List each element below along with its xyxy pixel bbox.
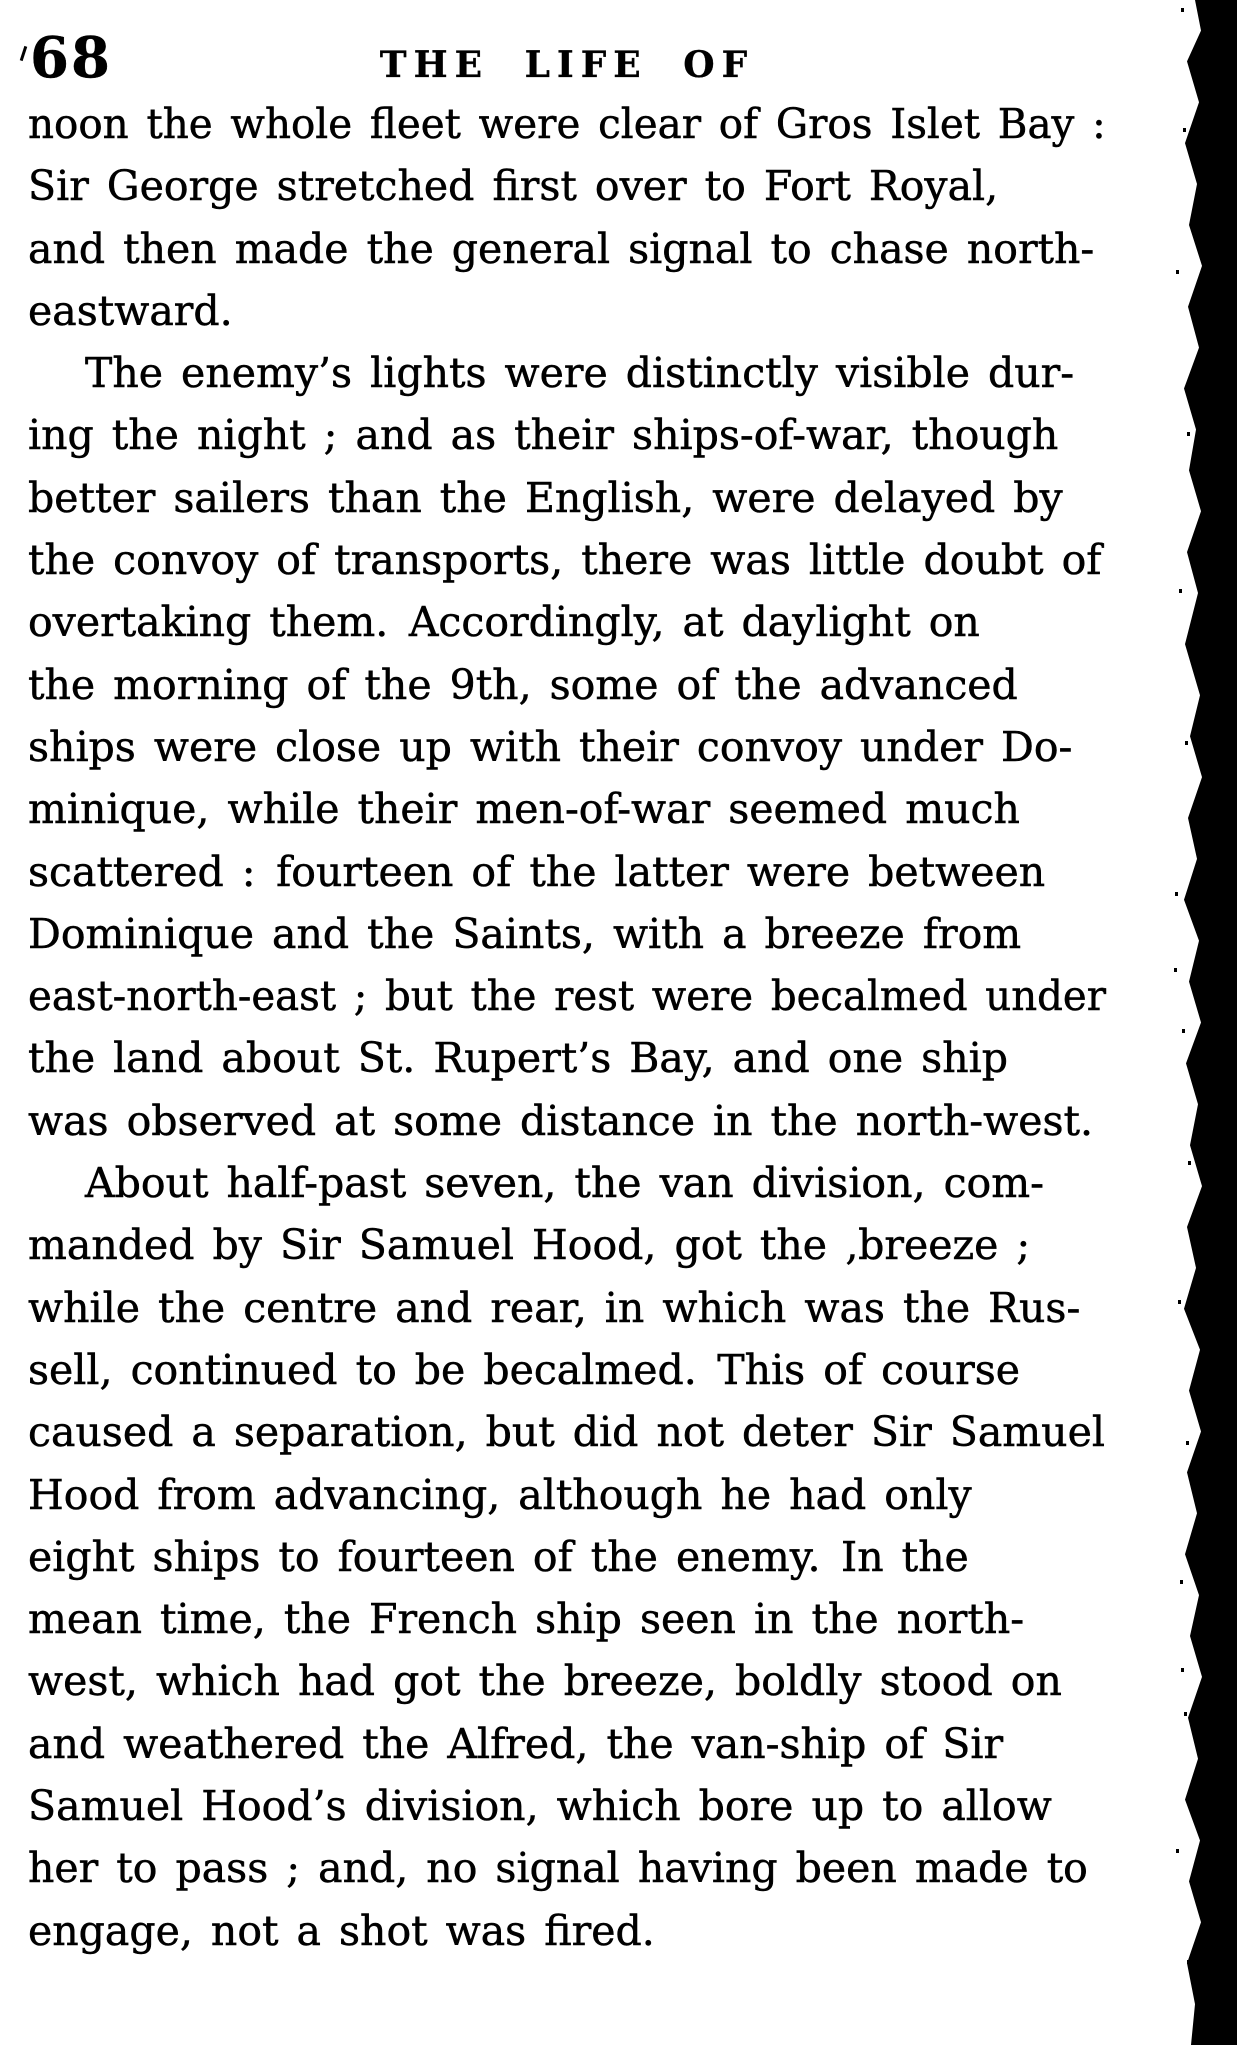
text-line: Dominique and the Saints, with a breeze from [28, 909, 1022, 958]
text-line: engage, not a shot was fired. [28, 1906, 655, 1955]
text-line: The enemy’s lights were distinctly visible dur- [85, 349, 1075, 398]
scan-edge-band [1175, 0, 1237, 2045]
text-line: Hood from advancing, although he had only [28, 1470, 972, 1519]
text-line: the morning of the 9th, some of the advanced [28, 660, 1018, 709]
page-number: 68 [30, 25, 112, 91]
text-line: Samuel Hood’s division, which bore up to allow [28, 1782, 1052, 1831]
text-line: sell, continued to be becalmed. This of course [28, 1345, 1021, 1394]
text-line: noon the whole fleet were clear of Gros Islet Bay : [28, 100, 1106, 148]
text-line: while the centre and rear, in which was the Rus- [28, 1283, 1081, 1332]
text-line: her to pass ; and, no signal having been made to [28, 1844, 1088, 1893]
text-line: manded by Sir Samuel Hood, got the ‚breeze ; [28, 1221, 1031, 1270]
text-line: ing the night ; and as their ships-of-war, though [28, 411, 1059, 460]
text-line: better sailers than the English, were delayed by [28, 473, 1063, 522]
ink-speck [20, 46, 27, 61]
text-line: and weathered the Alfred, the van-ship of Sir [28, 1719, 1004, 1768]
text-line: mean time, the French ship seen in the north- [28, 1595, 1025, 1644]
text-line: Sir George stretched first over to Fort Royal, [28, 162, 999, 211]
text-line: overtaking them. Accordingly, at daylight on [28, 598, 980, 647]
text-line: minique, while their men-of-war seemed much [28, 785, 1020, 834]
text-line: eastward. [28, 286, 233, 335]
text-line: the land about St. Rupert’s Bay, and one ship [28, 1034, 1008, 1083]
text-line: About half-past seven, the van division, com- [85, 1159, 1044, 1208]
text-line: and then made the general signal to chase north- [28, 224, 1095, 273]
text-block [28, 93, 1106, 1962]
text-line: east-north-east ; but the rest were becalmed under [28, 972, 1106, 1021]
running-header: THE LIFE OF [379, 44, 755, 86]
text-line: the convoy of transports, there was little doubt of [28, 536, 1102, 585]
text-line: eight ships to fourteen of the enemy. In the [28, 1532, 969, 1581]
text-line: ships were close up with their convoy under Do- [28, 722, 1073, 771]
text-line: scattered : fourteen of the latter were between [28, 847, 1046, 896]
scan-edge-specks [1181, 8, 1184, 12]
text-line: west, which had got the breeze, boldly stood on [28, 1657, 1062, 1706]
text-line: was observed at some distance in the north-west. [28, 1096, 1094, 1145]
text-line: caused a separation, but did not deter Sir Samuel [28, 1408, 1105, 1457]
